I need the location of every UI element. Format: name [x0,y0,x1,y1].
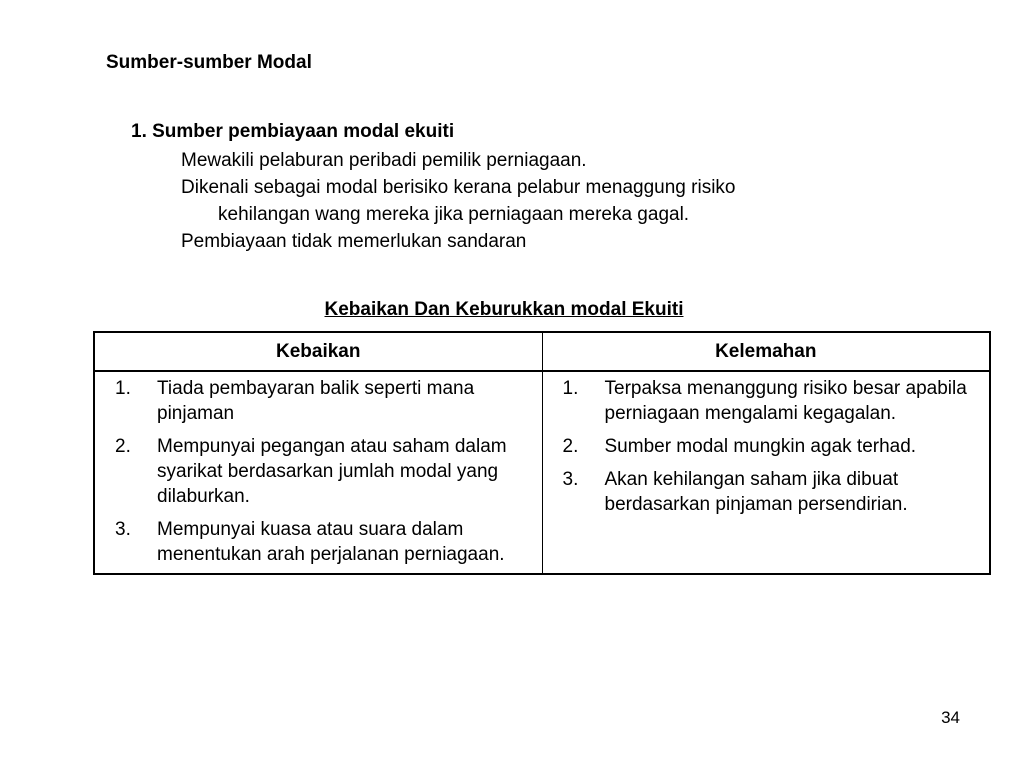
list-item [109,517,536,567]
table-header-row [94,332,990,371]
comparison-table [93,331,991,575]
point-1: Mewakili pelaburan peribadi pemilik perniagaan. [181,150,587,171]
item-text: Mempunyai pegangan atau saham dalam syarikat berdasarkan jumlah modal yang dilaburkan. [157,436,507,507]
page-number: 34 [941,708,960,727]
list-item [109,434,536,509]
item-number: 3. [562,469,579,490]
table-title: Kebaikan Dan Keburukkan modal Ekuiti [324,299,684,320]
list-item [109,376,536,426]
item-number: 2. [562,436,579,457]
kebaikan-cell [94,371,542,574]
item-number: 1. [115,378,131,399]
point-3: Pembiayaan tidak memerlukan sandaran [181,231,527,252]
table-row [94,371,990,574]
kelemahan-cell [542,371,990,574]
list-item [557,376,984,426]
point-2-continuation: kehilangan wang mereka jika perniagaan mereka gagal. [218,204,690,225]
item-text: Sumber modal mungkin agak terhad. [604,436,917,457]
header-kebaikan: Kebaikan [94,332,542,371]
slide-title: Sumber-sumber Modal [106,52,312,73]
item-number: 1. [562,378,579,399]
list-item [557,467,984,517]
point-2: Dikenali sebagai modal berisiko kerana pelabur menaggung risiko [181,177,736,198]
section-heading: 1. Sumber pembiayaan modal ekuiti [131,121,455,142]
item-number: 2. [115,436,131,457]
list-item [557,434,984,459]
item-text: Terpaksa menanggung risiko besar apabila perniagaan mengalami kegagalan. [604,378,967,424]
item-text: Mempunyai kuasa atau suara dalam menentukan arah perjalanan perniagaan. [157,519,505,565]
bullet-points [181,147,736,255]
item-text: Tiada pembayaran balik seperti mana pinjaman [157,378,475,424]
item-number: 3. [115,519,131,540]
header-kelemahan: Kelemahan [542,332,990,371]
item-text: Akan kehilangan saham jika dibuat berdasarkan pinjaman persendirian. [604,469,908,515]
